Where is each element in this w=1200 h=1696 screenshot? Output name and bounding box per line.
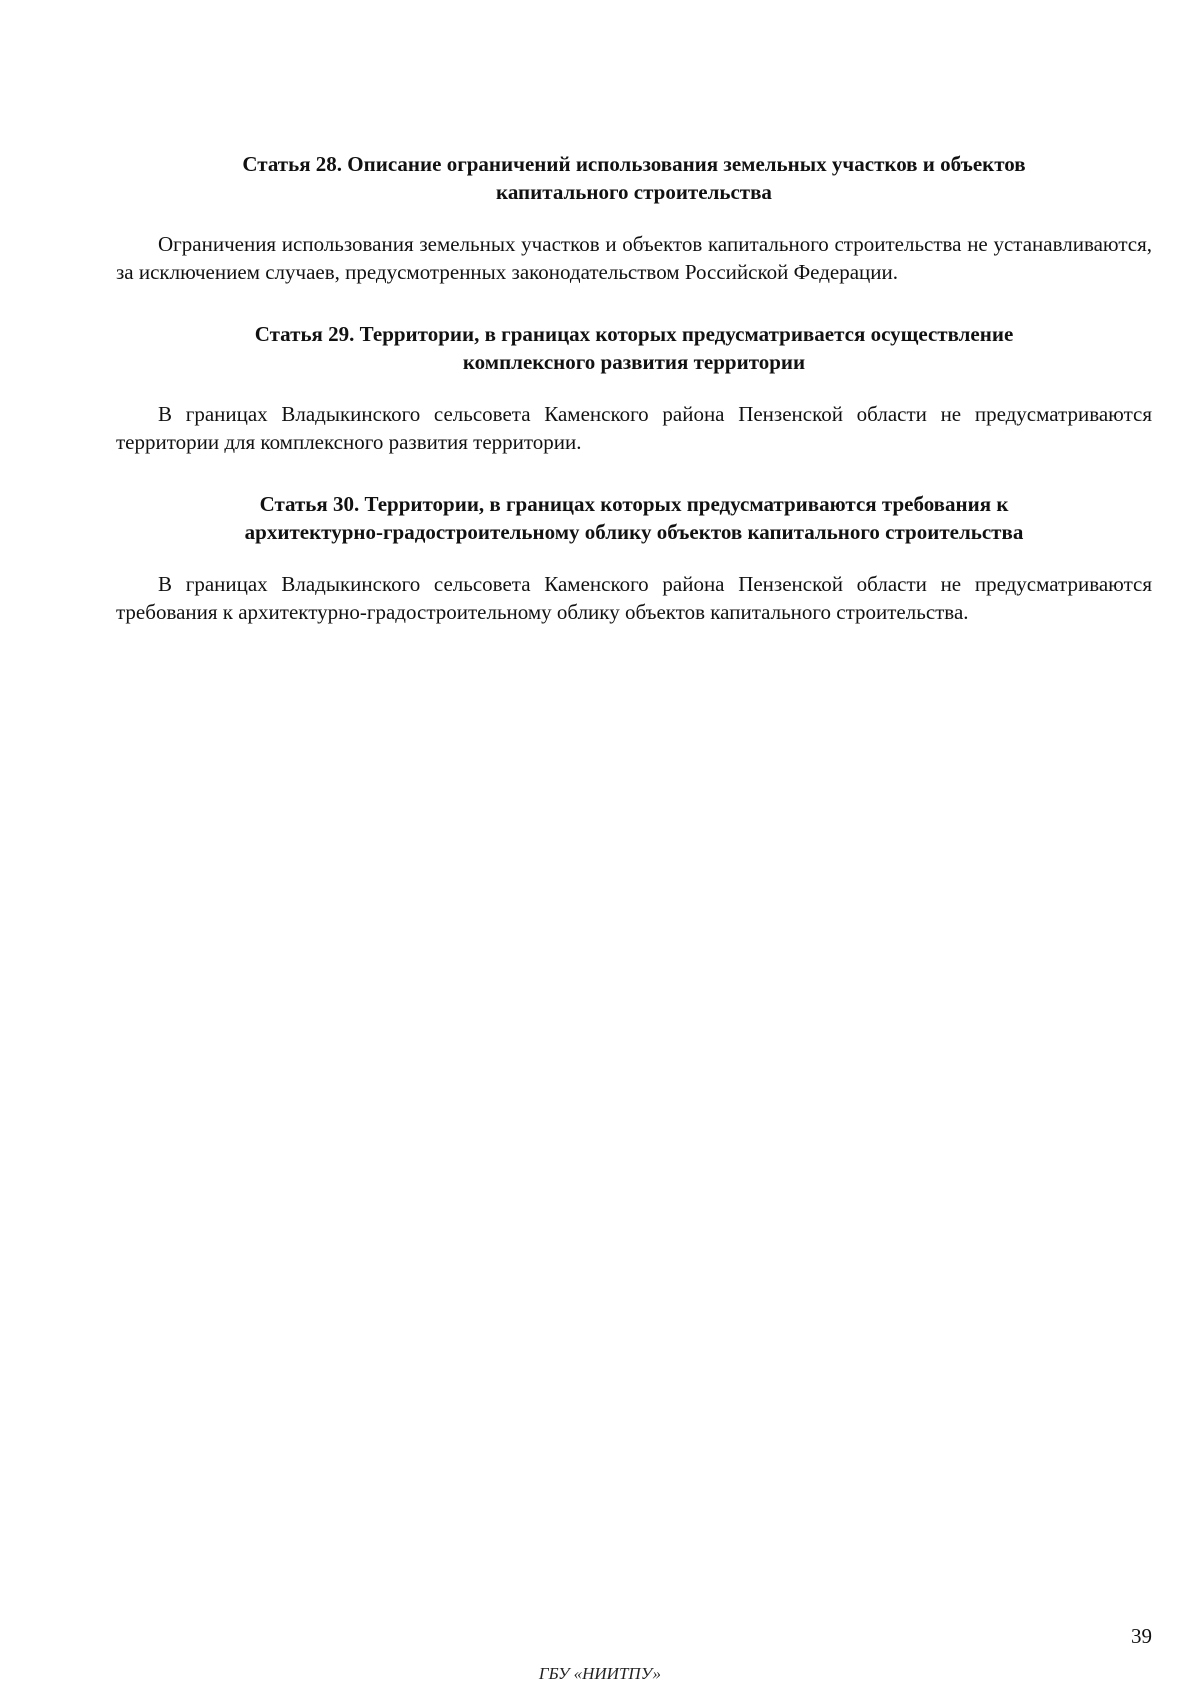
article-30-body: В границах Владыкинского сельсовета Каменского района Пензенской области не предусматриваются требования к архитектурно-градостроительному облику объектов капитального строительства. bbox=[116, 572, 1152, 624]
article-29-heading-line-2: комплексного развития территории bbox=[462, 350, 806, 374]
footer-organization: ГБУ «НИИТПУ» bbox=[538, 1664, 662, 1683]
article-30-heading bbox=[116, 490, 1152, 546]
article-29 bbox=[116, 320, 1152, 456]
article-29-heading bbox=[116, 320, 1152, 376]
article-28-body: Ограничения использования земельных участков и объектов капитального строительства не устанавливаются, за исключением случаев, предусмотренных законодательством Российской Федерации. bbox=[116, 232, 1152, 284]
page-number: 39 bbox=[1131, 1624, 1152, 1648]
article-30-heading-line-1: Статья 30. Территории, в границах которых предусматриваются требования к bbox=[259, 492, 1009, 516]
document-page bbox=[116, 150, 1152, 626]
article-29-heading-line-1: Статья 29. Территории, в границах которых предусматривается осуществление bbox=[254, 322, 1014, 346]
article-29-body: В границах Владыкинского сельсовета Каменского района Пензенской области не предусматриваются территории для комплексного развития территории. bbox=[116, 402, 1152, 454]
article-28-heading-line-2: капитального строительства bbox=[496, 180, 772, 204]
article-28-heading bbox=[116, 150, 1152, 206]
article-30-heading-line-2: архитектурно-градостроительному облику объектов капитального строительства bbox=[244, 520, 1024, 544]
article-28-heading-line-1: Статья 28. Описание ограничений использования земельных участков и объектов bbox=[242, 152, 1026, 176]
article-30 bbox=[116, 490, 1152, 626]
article-28 bbox=[116, 150, 1152, 286]
